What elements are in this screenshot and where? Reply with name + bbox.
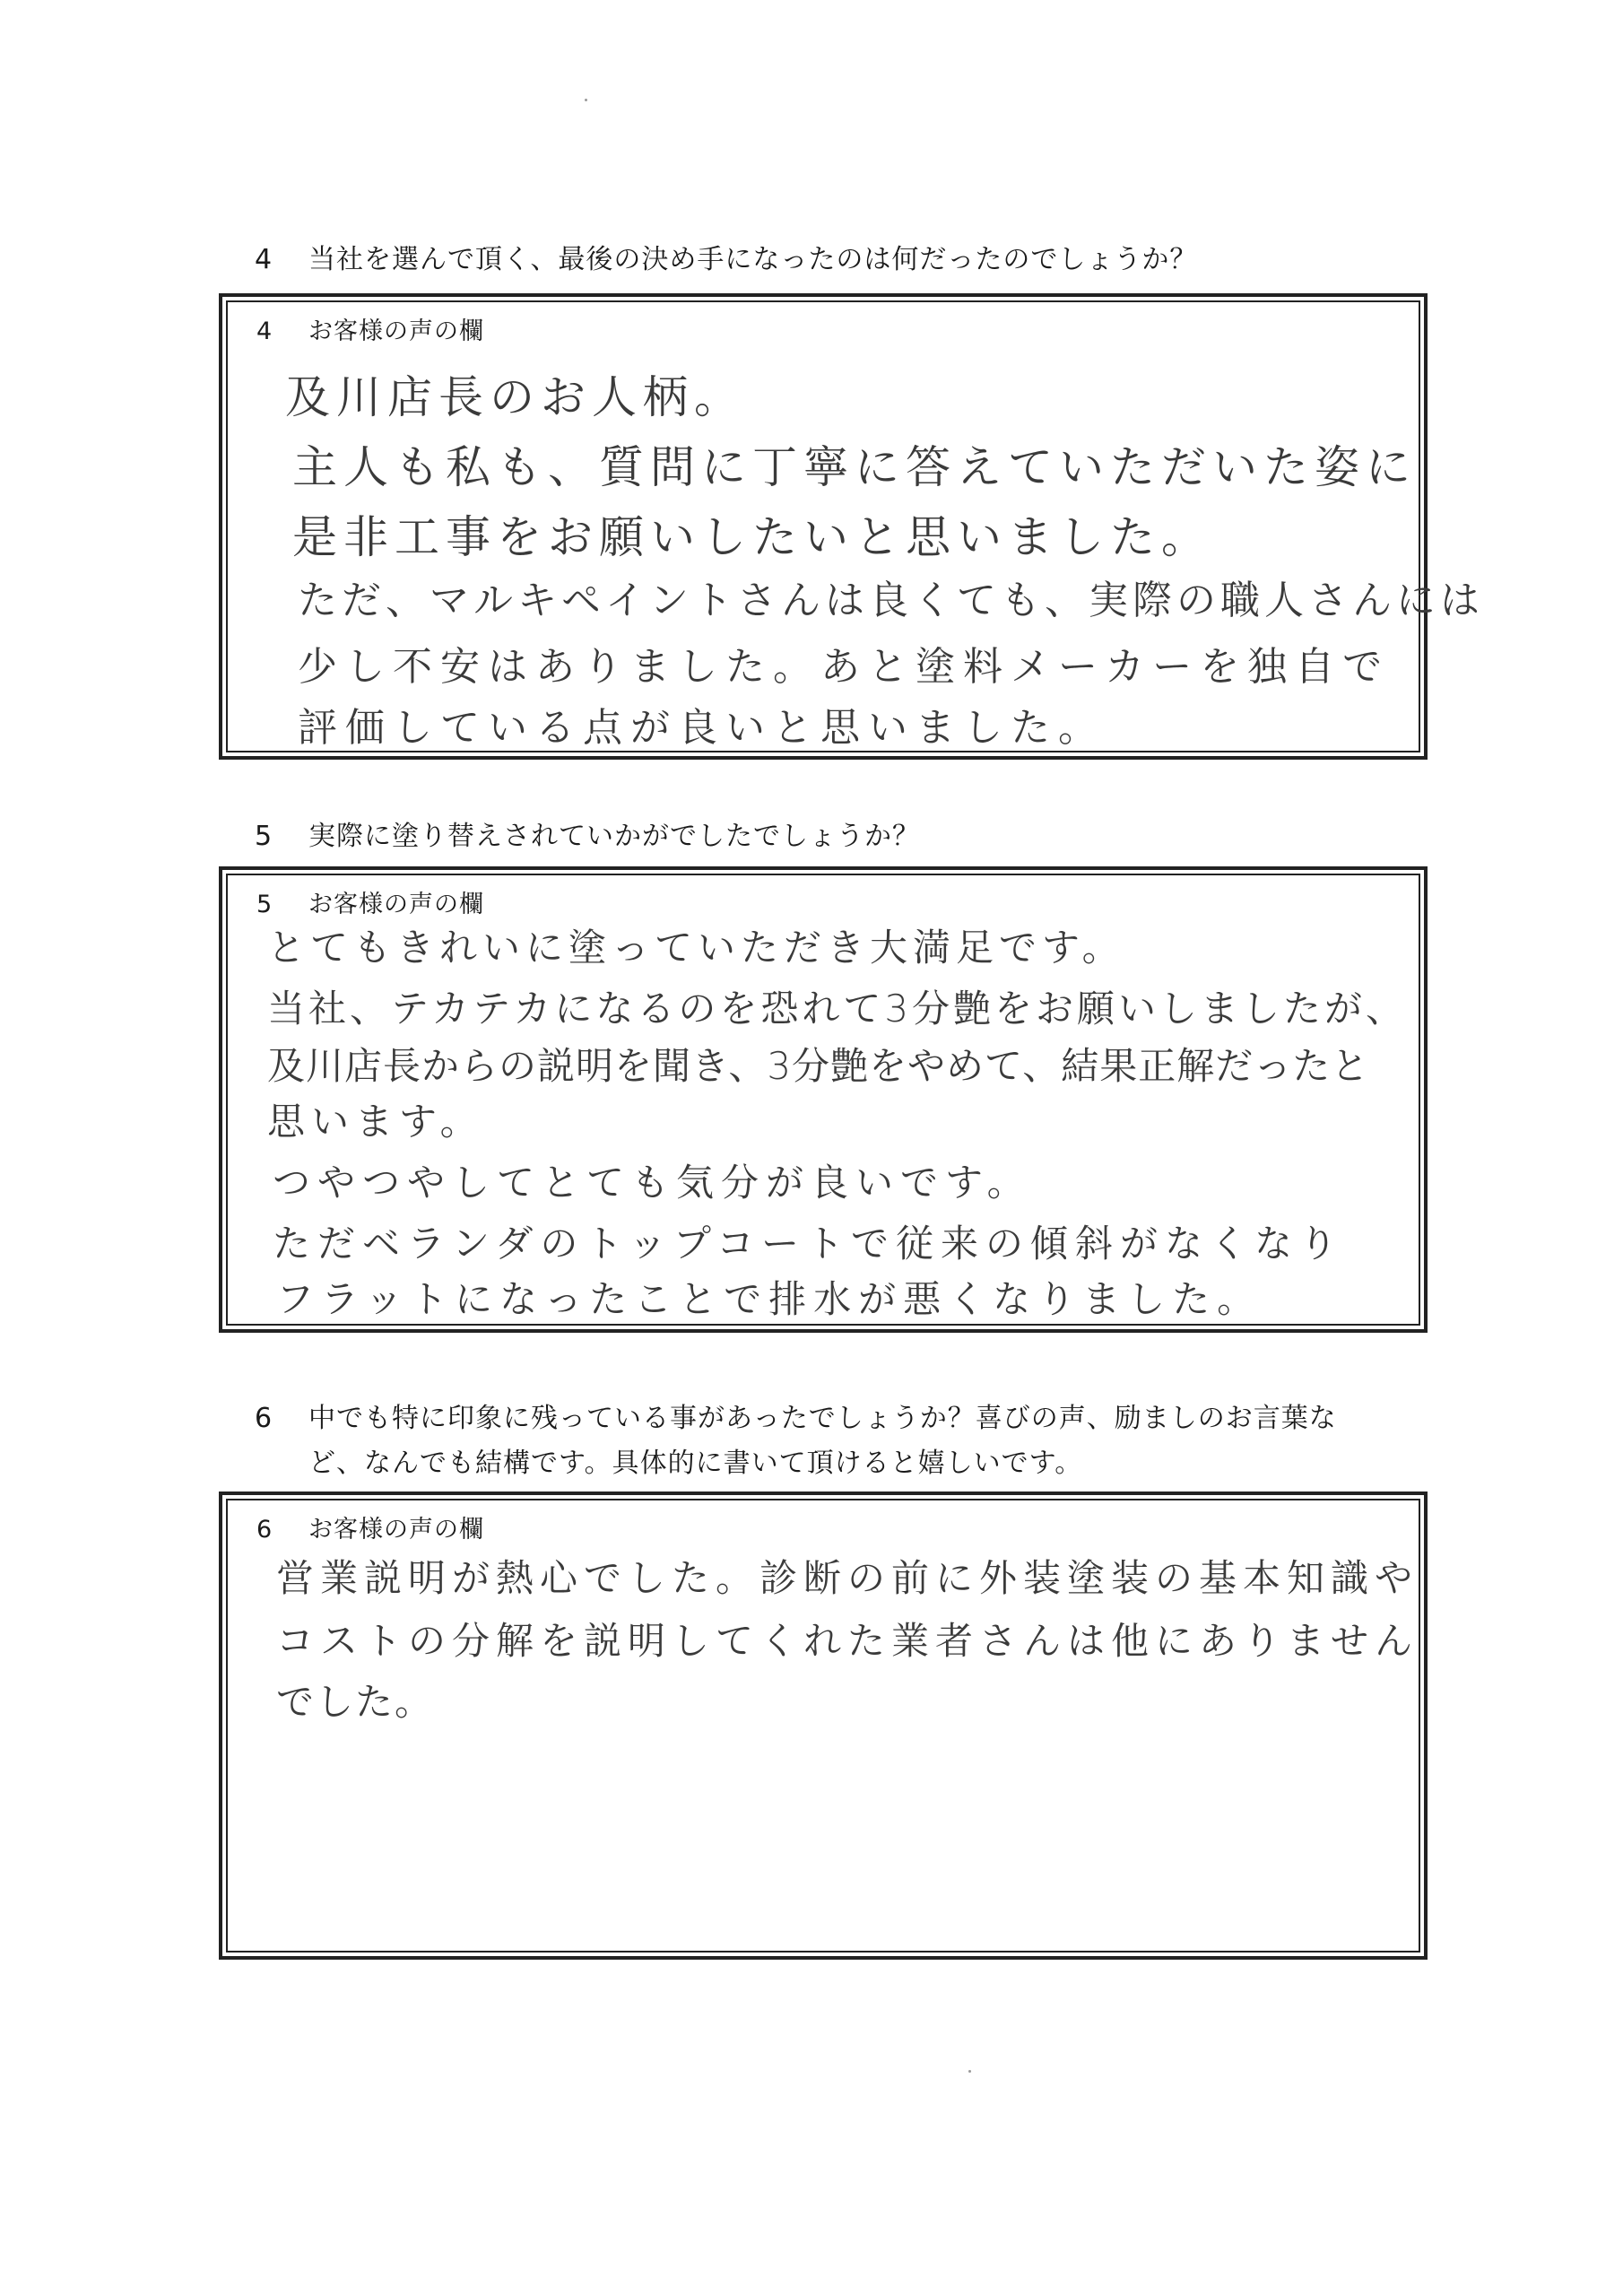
handwritten-answer-line: 少し不安はありました。あと塗料メーカーを独自で xyxy=(298,644,1391,690)
scan-speck xyxy=(585,99,587,101)
handwritten-answer-line: 及川店長のお人柄。 xyxy=(285,371,745,423)
handwritten-answer-line: 是非工事をお願いしたいと思いました。 xyxy=(292,511,1212,563)
handwritten-answer-line: 思います。 xyxy=(267,1100,484,1144)
scan-speck xyxy=(968,2070,971,2073)
question-text: 当社を選んで頂く、最後の決め手になったのは何だったのでしょうか？ xyxy=(308,244,1198,275)
handwritten-answer-line: ただベランダのトップコートで従来の傾斜がなくなり xyxy=(273,1222,1344,1265)
handwritten-answer-line: 営業説明が熱心でした。診断の前に外装塗装の基本知識や xyxy=(276,1556,1419,1600)
question-4 xyxy=(255,239,1197,282)
box-label xyxy=(256,311,484,346)
question-text: 実際に塗り替えされていかがでしたでしょうか？ xyxy=(308,821,920,852)
question-number: 4 xyxy=(255,244,273,275)
box-label-number: 4 xyxy=(256,317,273,345)
handwritten-answer-line: ただ、マルキペイントさんは良くても、実際の職人さんには xyxy=(298,578,1484,623)
handwritten-answer-line: つやつやしてとても気分が良いです。 xyxy=(273,1161,1032,1205)
question-number: 6 xyxy=(255,1403,273,1434)
question-number: 5 xyxy=(255,821,273,852)
question-text: 中でも特に印象に残っている事があったでしょうか？喜びの声、励ましのお言葉な xyxy=(308,1403,1337,1434)
handwritten-answer-line: コストの分解を説明してくれた業者さんは他にありません xyxy=(276,1619,1419,1663)
box-label-text: お客様の声の欄 xyxy=(308,1516,484,1544)
box-label-text: お客様の声の欄 xyxy=(308,891,484,918)
box-label-number: 5 xyxy=(256,891,273,918)
box-label-text: お客様の声の欄 xyxy=(308,317,484,345)
answer-box-4 xyxy=(219,293,1484,760)
box-label xyxy=(256,1509,484,1544)
question-6 xyxy=(255,1397,1337,1440)
handwritten-answer-line: 当社、テカテカになるのを恐れて3分艶をお願いしましたが、 xyxy=(267,987,1408,1031)
box-label xyxy=(256,884,484,919)
handwritten-answer-line: 評価している点が良いと思いました。 xyxy=(298,705,1106,751)
box-label-number: 6 xyxy=(256,1516,273,1544)
handwritten-answer-line: とてもきれいに塗っていただき大満足です。 xyxy=(267,926,1125,970)
question-6-continuation: ど、なんでも結構です。具体的に書いて頂けると嬉しいです。 xyxy=(308,1448,1083,1479)
question-5 xyxy=(255,815,920,858)
handwritten-answer-line: 主人も私も、質問に丁寧に答えていただいた姿に xyxy=(292,441,1417,493)
answer-box-5 xyxy=(219,866,1428,1333)
handwritten-answer-line: フラットになったことで排水が悪くなりました。 xyxy=(276,1277,1263,1321)
handwritten-answer-line: 及川店長からの説明を聞き、3分艶をやめて、結果正解だったと xyxy=(267,1044,1370,1088)
handwritten-answer-line: でした。 xyxy=(276,1680,435,1724)
answer-box-6 xyxy=(219,1492,1428,1960)
